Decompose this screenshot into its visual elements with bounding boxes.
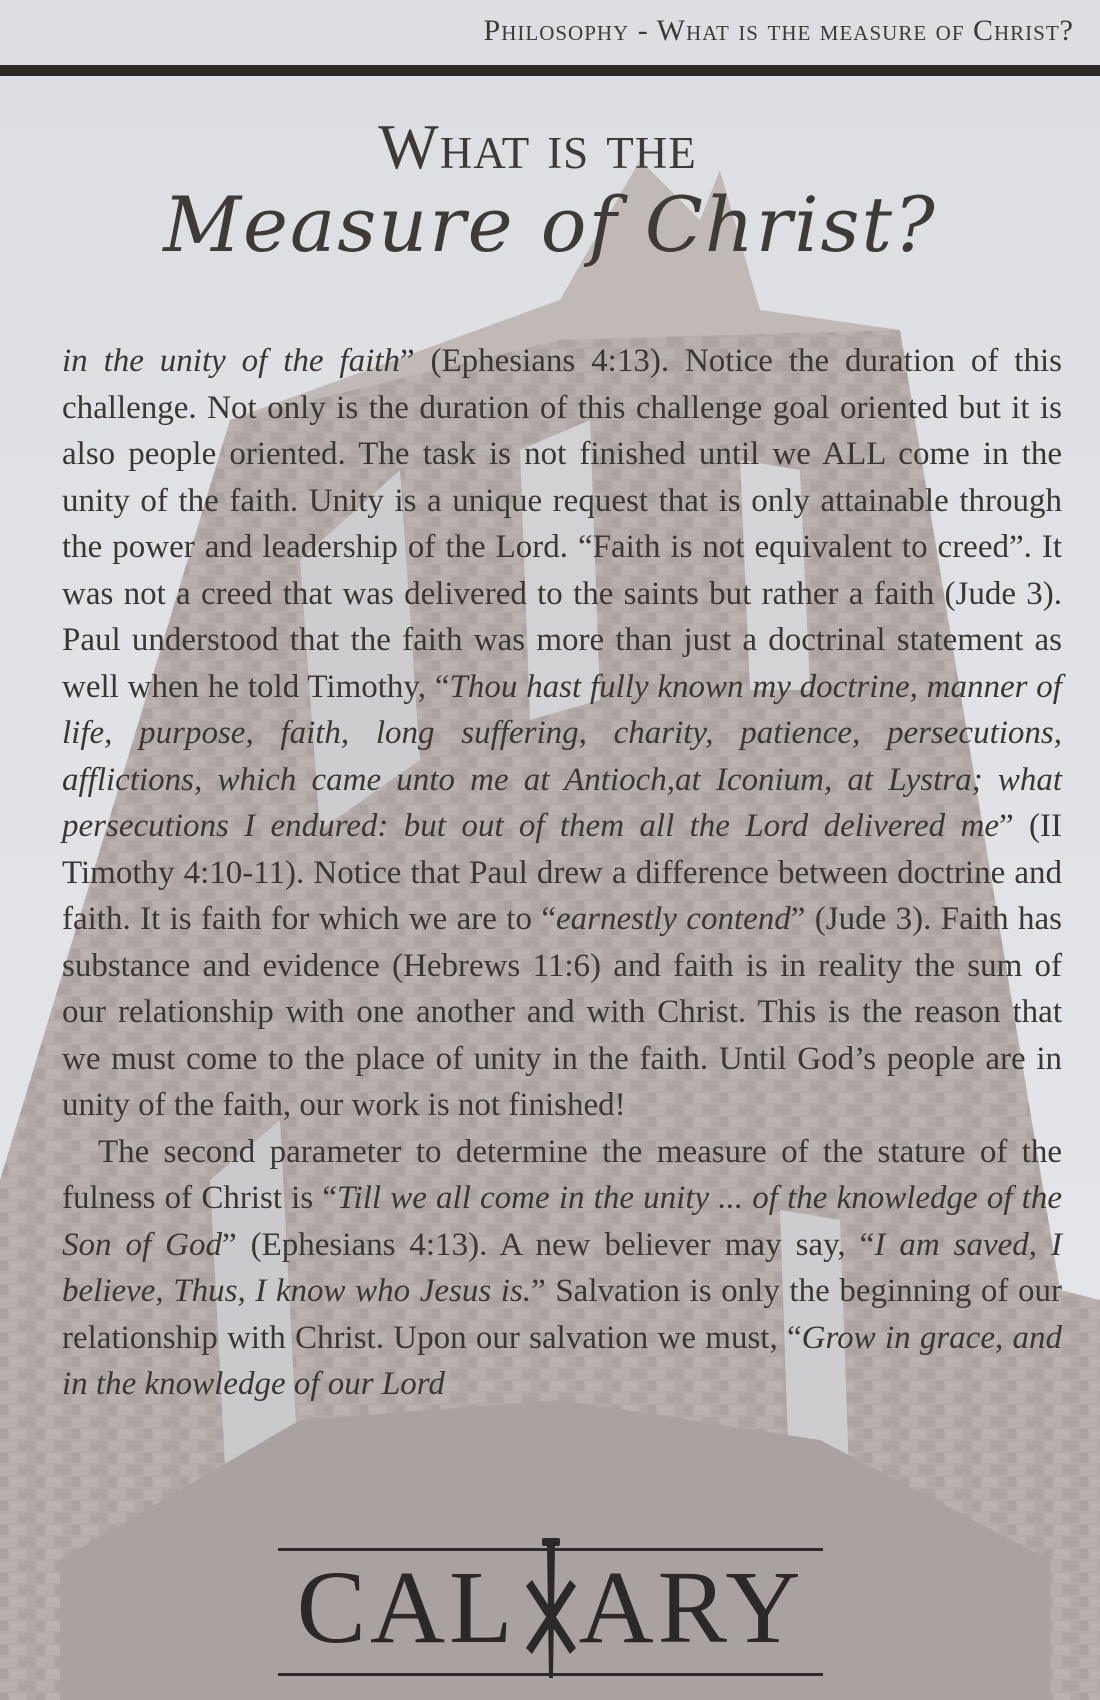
text-run: Till we all come in the unity ... of the knowledge of the Son of God: [62, 1180, 1062, 1263]
text-run: Thou hast fully known my doctrine, manner of life, purpose, faith, long suffering, charity, patience, persecutions, afflictions, which came unto me at Antioch,at Iconium, at Lystra; what persecutions I endured: but out of them all the Lord delivered me: [62, 668, 1062, 844]
title-line-1: What is the: [378, 111, 697, 182]
text-run: I am saved, I believe, Thus, I know who Jesus is.: [62, 1226, 1063, 1309]
logo-rule-bottom: [278, 1673, 823, 1676]
text-run: ” Salvation is only the beginning of our relationship with Christ. Upon our salvation we must, “: [62, 1273, 1062, 1356]
calvary-logo: [278, 1528, 823, 1688]
text-run: earnestly contend: [555, 901, 791, 937]
text-run: ” (Ephesians 4:13). Notice the duration of this challenge. Not only is the duration of this challenge goal oriented but it is also people oriented. The task is not finished until we ALL come in the unity of the faith. Unity is a unique request that is only attainable through the power and leadership of the Lord. “Faith is not equivalent to creed”. It was not a creed that was delivered to the saints but rather a faith (Jude 3). Paul understood that the faith was more than just a doctrinal statement as well when he told Timothy, “: [62, 343, 1062, 705]
running-header: Philosophy - What is the measure of Christ?: [483, 14, 1074, 47]
logo-text-left: CAL: [296, 1550, 517, 1665]
text-run: ” (Ephesians 4:13). A new believer may say, “: [222, 1226, 875, 1263]
text-run: The second parameter to determine the measure of the stature of the fulness of Christ is “: [62, 1133, 1062, 1216]
paragraph-2: [62, 1129, 1062, 1408]
text-run: ” (II Timothy 4:10-11). Notice that Paul drew a difference between doctrine and faith. It is faith for which we are to “: [62, 808, 1062, 937]
title-line-2: Measure of Christ?: [163, 180, 937, 269]
logo-text-right: ARY: [578, 1550, 805, 1665]
header-rule: [0, 65, 1100, 76]
text-run: Grow in grace, and in the knowledge of our Lord: [62, 1319, 1063, 1402]
text-run: ” (Jude 3). Faith has substance and evidence (Hebrews 11:6) and faith is in reality the sum of our relationship with one another and with Christ. This is the reason that we must come to the place of unity in the faith. Until God’s people are in unity of the faith, our work is not finished!: [62, 901, 1062, 1123]
nails-cross-icon: [520, 1528, 582, 1688]
paragraph-1: [62, 338, 1062, 1129]
article-body: [62, 338, 1062, 1408]
text-run: in the unity of the faith: [62, 343, 400, 379]
